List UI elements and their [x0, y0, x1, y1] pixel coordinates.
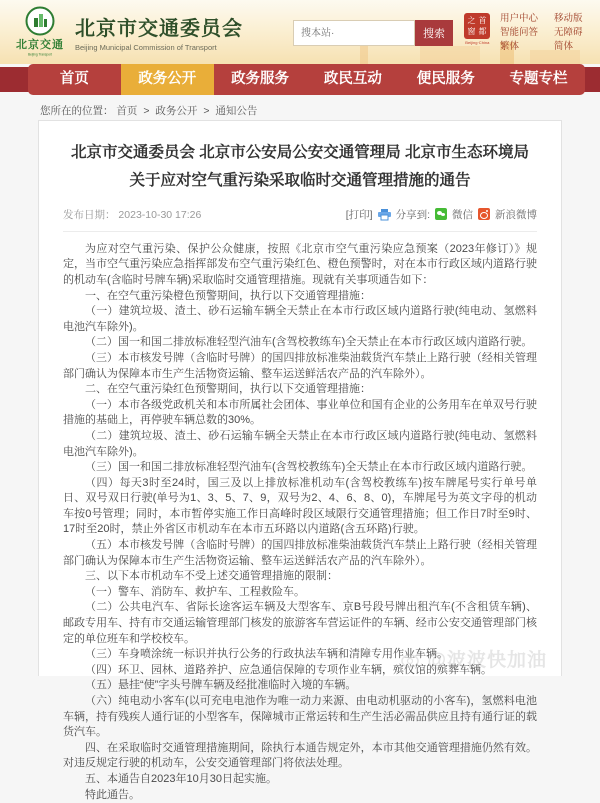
notice-paragraph: （一）警车、消防车、救护车、工程救险车。	[85, 585, 305, 598]
notice-paragraph: （四）每天3时至24时，国三及以上排放标准机动车(含驾校教练车)按车牌尾号实行单号单日、双号双日行驶(单号为1、3、5、7、9，双号为2、4、6、8、0)，车牌尾号为英文字母的机动车按0号管理；同时，本市暂停实施工作日高峰时段区域限行交通管理措施；但工作日7时至9时、17时至20时，禁止外省区市机动车在本市五环路以内道路(含五环路)行驶。	[63, 476, 537, 536]
seal-char: 首	[478, 15, 487, 25]
wechat-share-text[interactable]: 微信	[452, 208, 473, 221]
header-quick-links	[500, 13, 583, 53]
notice-paragraph: （一）本市各级党政机关和本市所属社会团体、事业单位和国有企业的公务用车在单双号行驶措施的基础上，再停驶车辆总数的30%。	[63, 398, 537, 427]
search-button[interactable]: 搜索	[415, 20, 453, 46]
seal-char: 之	[467, 15, 476, 25]
nav-tab-public-interaction[interactable]: 政民互动	[323, 71, 382, 87]
weibo-eye-icon	[400, 649, 424, 669]
link-traditional-chinese[interactable]: 繁体	[500, 41, 520, 52]
notice-paragraph: （三）车身喷涂统一标识并执行公务的行政执法车辆和清障专用作业车辆。	[85, 648, 448, 661]
breadcrumb-separator: >	[203, 105, 210, 117]
notice-content-panel	[38, 120, 562, 801]
publish-date-value: 2023-10-30 17:26	[118, 208, 202, 221]
link-accessibility[interactable]: 无障碍	[554, 27, 583, 38]
site-header	[0, 0, 600, 64]
notice-paragraph: 五、本通告自2023年10月30日起实施。	[85, 772, 277, 785]
breadcrumb-government-affairs[interactable]: 政务公开	[155, 105, 198, 117]
notice-paragraph: （三）国一和国二排放标准轻型汽油车(含驾校教练车)全天禁止在本市行政区域内道路行驶。	[85, 461, 533, 474]
logo-badge-text: 北京交通	[16, 39, 64, 51]
notice-body	[63, 242, 537, 803]
notice-paragraph: 一、在空气重污染橙色预警期间，执行以下交通管理措施：	[85, 289, 371, 302]
notice-paragraph: 四、在采取临时交通管理措施期间，除执行本通告规定外，本市其他交通管理措施仍然有效。对违反规定行驶的机动车，公安交通管理部门将依法处理。	[63, 741, 537, 770]
logo-badge-subtext: Beijing Transport	[27, 52, 52, 57]
breadcrumb-home[interactable]: 首页	[116, 105, 138, 117]
site-search	[293, 20, 453, 46]
weibo-watermark	[400, 645, 547, 672]
print-button[interactable]: [打印]	[345, 208, 373, 221]
link-smart-qa[interactable]: 智能问答	[500, 27, 539, 38]
weibo-share-icon[interactable]	[478, 208, 490, 220]
publish-date-label: 发布日期：	[63, 208, 116, 221]
seal-icon	[464, 13, 490, 39]
breadcrumb-prefix: 您所在的位置：	[40, 105, 114, 117]
breadcrumb-notices[interactable]: 通知公告	[215, 105, 258, 117]
notice-paragraph: 特此通告。	[85, 788, 140, 801]
notice-paragraph: （五）悬挂“使”字头号牌车辆及经批准临时入境的车辆。	[85, 679, 357, 692]
publish-date	[63, 207, 201, 222]
transport-emblem-icon	[25, 6, 55, 36]
notice-paragraph: 二、在空气重污染红色预警期间，执行以下交通管理措施：	[85, 383, 371, 396]
seal-caption: Beijing·China	[465, 40, 490, 45]
nav-tab-home[interactable]: 首页	[59, 71, 89, 87]
seal-char: 都	[478, 26, 487, 36]
nav-bar	[28, 64, 585, 95]
notice-title: 北京市交通委员会 北京市公安局公安交通管理局 北京市生态环境局关于应对空气重污染采取临时交通管理措施的通告	[70, 144, 530, 189]
notice-paragraph: （二）公共电汽车、省际长途客运车辆及大型客车、京B号段号牌出租汽车(不含租赁车辆)、邮政专用车、持有市交通运输管理部门核发的旅游客车营运证件的车辆、经市公安交通管理部门核定的单位班车和学校校车。	[63, 601, 537, 645]
nav-tab-special-topics[interactable]: 专题专栏	[509, 71, 568, 87]
wechat-share-icon[interactable]	[435, 208, 447, 220]
site-logo[interactable]	[14, 6, 243, 57]
notice-paragraph: （一）建筑垃圾、渣土、砂石运输车辆全天禁止在本市行政区域内道路行驶(纯电动、氢燃料电池汽车除外)。	[63, 305, 537, 333]
capital-window-seal[interactable]	[464, 13, 490, 45]
search-input[interactable]	[293, 20, 415, 46]
notice-paragraph: 为应对空气重污染、保护公众健康，按照《北京市空气重污染应急预案（2023年修订）》规定，当市空气重污染应急指挥部发布空气重污染红色、橙色预警时，对在本市行政区域内道路行驶的机动车(含临时号牌车辆)采取临时交通管理措施。现就有关事项通告如下：	[63, 242, 537, 286]
link-mobile-version[interactable]: 移动版	[554, 13, 583, 24]
notice-paragraph: （五）本市核发号牌（含临时号牌）的国四排放标准柴油载货汽车禁止上路行驶（经相关管理部门确认为保障本市生产生活物资运输、整车运送鲜活农产品的汽车除外）。	[63, 539, 537, 567]
printer-icon[interactable]	[378, 209, 391, 220]
notice-paragraph: （二）国一和国二排放标准轻型汽油车(含驾校教练车)全天禁止在本市行政区域内道路行驶。	[85, 336, 533, 349]
notice-paragraph: （三）本市核发号牌（含临时号牌）的国四排放标准柴油载货汽车禁止上路行驶（经相关管理部门确认为保障本市生产生活物资运输、整车运送鲜活农产品的汽车除外）。	[63, 351, 537, 380]
notice-paragraph: （四）环卫、园林、道路养护、应急通信保障的专项作业车辆，殡仪馆的殡葬车辆。	[85, 663, 492, 676]
nav-tab-convenience-services[interactable]: 便民服务	[416, 71, 475, 87]
nav-tab-government-affairs[interactable]: 政务公开	[121, 64, 214, 95]
watermark-text: @波波快加油	[427, 650, 547, 671]
notice-meta-row	[63, 205, 537, 232]
main-navigation	[0, 64, 600, 95]
link-user-center[interactable]: 用户中心	[500, 13, 539, 24]
notice-paragraph: 三、以下本市机动车不受上述交通管理措施的限制：	[85, 570, 338, 583]
site-title: 北京市交通委员会	[75, 17, 243, 40]
weibo-share-text[interactable]: 新浪微博	[495, 208, 537, 221]
link-simplified-chinese[interactable]: 简体	[554, 41, 574, 52]
breadcrumb-separator: >	[143, 105, 150, 117]
notice-paragraph: （二）建筑垃圾、渣土、砂石运输车辆全天禁止在本市行政区域内道路行驶(纯电动、氢燃料电池汽车除外)。	[63, 429, 537, 458]
share-label: 分享到:	[395, 208, 430, 221]
site-subtitle: Beijing Municipal Commission of Transport	[75, 42, 217, 52]
nav-tab-government-services[interactable]: 政务服务	[231, 71, 290, 87]
breadcrumb	[0, 95, 600, 120]
seal-char: 窗	[467, 26, 476, 36]
notice-paragraph: （六）纯电动小客车(以可充电电池作为唯一动力来源、由电动机驱动的小客车)，氢燃料电池车辆，持有残疾人通行证的小型客车，保障城市正常运转和生产生活必需品供应且持有通行证的载货汽车。	[63, 695, 537, 739]
